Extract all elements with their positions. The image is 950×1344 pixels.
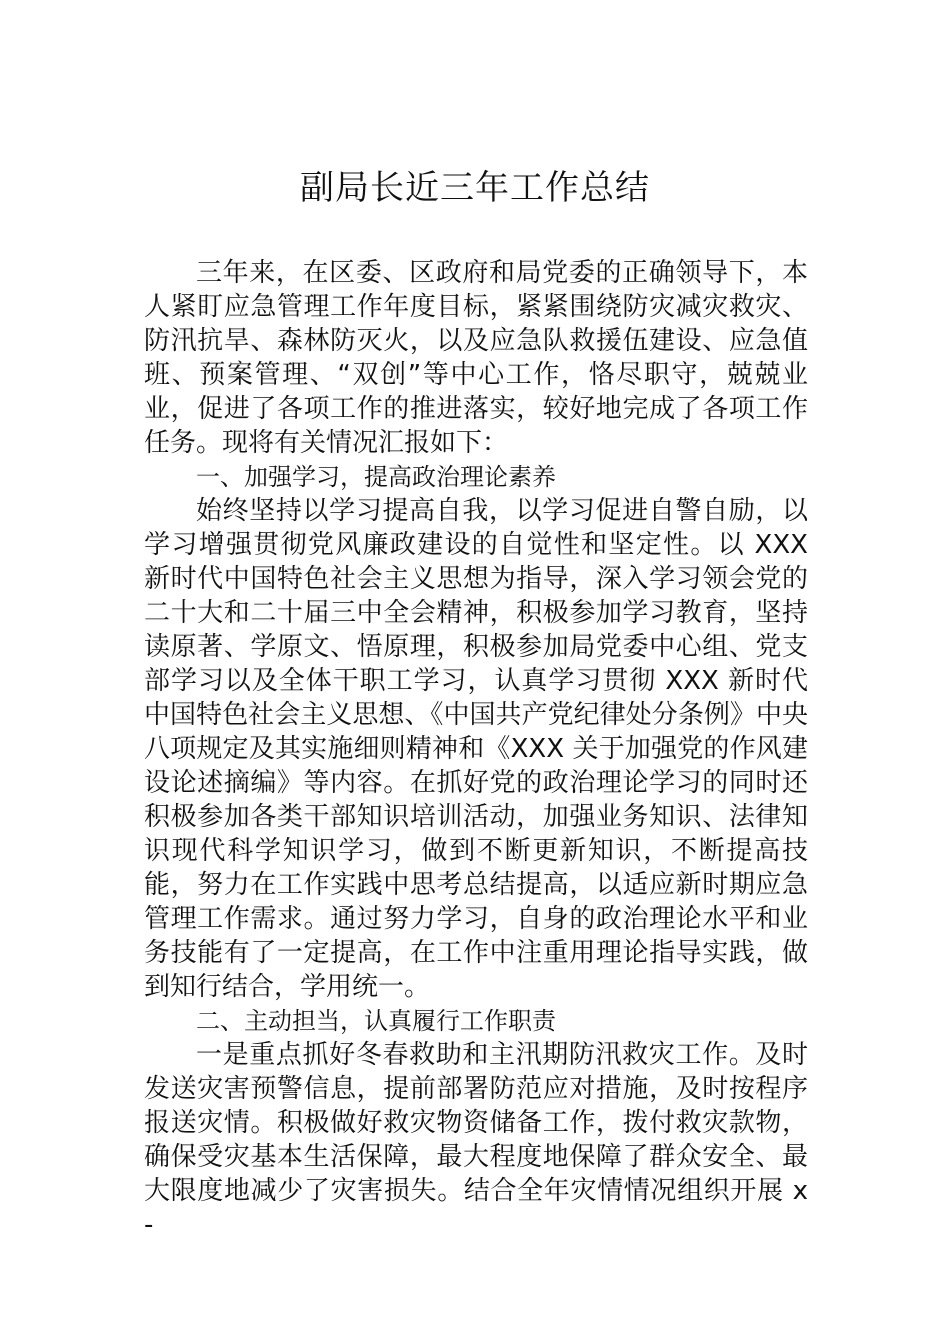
- section-1-paragraph: 始终坚持以学习提高自我，以学习促进自警自励，以学习增强贯彻党风廉政建设的自觉性和坚定性。以 XXX 新时代中国特色社会主义思想为指导，深入学习领会党的二十大和二十届三中全会精神，积极参加学习教育，坚持读原著、学原文、悟原理，积极参加局党委中心组、党支部学习以及全体干职工学习，认真学习贯彻 XXX 新时代中国特色社会主义思想、《中国共产党纪律处分条例》中央八项规定及其实施细则精神和《XXX 关于加强党的作风建设论述摘编》等内容。在抓好党的政治理论学习的同时还积极参加各类干部知识培训活动，加强业务知识、法律知识现代科学知识学习，做到不断更新知识，不断提高技能，努力在工作实践中思考总结提高，以适应新时期应急管理工作需求。通过努力学习，自身的政治理论水平和业务技能有了一定提高，在工作中注重用理论指导实践，做到知行结合，学用统一。: [144, 496, 808, 1002]
- document-body: [144, 256, 808, 1242]
- document-title: 副局长近三年工作总结: [300, 168, 650, 208]
- section-2-paragraph: 一是重点抓好冬春救助和主汛期防汛救灾工作。及时发送灾害预警信息，提前部署防范应对措施，及时按程序报送灾情。积极做好救灾物资储备工作，拨付救灾款物，确保受灾基本生活保障，最大程度地保障了群众安全、最大限度地减少了灾害损失。结合全年灾情情况组织开展 x -: [144, 1040, 808, 1240]
- section-heading-2: 二、主动担当，认真履行工作职责: [196, 1007, 556, 1035]
- intro-paragraph: 三年来，在区委、区政府和局党委的正确领导下，本人紧盯应急管理工作年度目标，紧紧围绕防灾减灾救灾、防汛抗旱、森林防灭火，以及应急队救援伍建设、应急值班、预案管理、“双创”等中心工作，恪尽职守，兢兢业业，促进了各项工作的推进落实，较好地完成了各项工作任务。现将有关情况汇报如下：: [144, 258, 808, 458]
- section-heading-1: 一、加强学习，提高政治理论素养: [196, 463, 556, 491]
